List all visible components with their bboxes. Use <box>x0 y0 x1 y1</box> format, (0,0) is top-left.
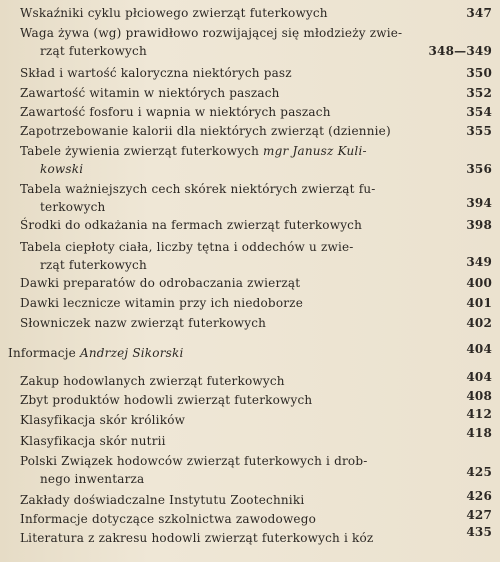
page-number: 352 <box>466 86 492 100</box>
entry-title: Informacje dotyczące szkolnictwa zawodowego <box>20 512 317 526</box>
entry-title: Polski Związek hodowców zwierząt futerkowych i drob- <box>20 454 368 468</box>
page-number: 426 <box>466 489 492 503</box>
entry-title-continued: nego inwentarza <box>40 472 145 486</box>
page-number: 435 <box>466 525 492 539</box>
page-number: 401 <box>466 296 492 310</box>
page-number: 418 <box>466 426 492 440</box>
entry-title: Zakłady doświadczalne Instytutu Zootechniki <box>20 493 305 507</box>
page-number: 408 <box>466 389 492 403</box>
entry-title-continued: terkowych <box>40 200 106 214</box>
entry-title: Waga żywa (wg) prawidłowo rozwijającej się młodzieży zwie- <box>20 26 403 40</box>
entry-title: Dawki lecznicze witamin przy ich niedoborze <box>20 296 304 310</box>
entry-title: Wskaźniki cyklu płciowego zwierząt futerkowych <box>20 6 328 20</box>
page-number: 355 <box>466 124 492 138</box>
entry-title: Klasyfikacja skór królików <box>20 413 186 427</box>
section-title: Informacje <box>8 346 76 360</box>
entry-title: Klasyfikacja skór nutrii <box>20 434 166 448</box>
page-number: 412 <box>466 407 492 421</box>
section-author: Andrzej Sikorski <box>79 346 184 360</box>
entry-title: Tabela ważniejszych cech skórek niektórych zwierząt fu- <box>20 182 376 196</box>
entry-title: Zawartość fosforu i wapnia w niektórych paszach <box>20 105 331 119</box>
entry-title-continued: rząt futerkowych <box>40 44 147 58</box>
entry-title: Słowniczek nazw zwierząt futerkowych <box>20 316 267 330</box>
page-number: 400 <box>466 276 492 290</box>
entry-title: Dawki preparatów do odrobaczania zwierząt <box>20 276 301 290</box>
entry-title: Zbyt produktów hodowli zwierząt futerkowych <box>20 393 313 407</box>
page-number: 348—349 <box>428 44 492 58</box>
entry-title: Literatura z zakresu hodowli zwierząt futerkowych i kóz <box>20 531 374 545</box>
entry-title: Skład i wartość kaloryczna niektórych pasz <box>20 66 292 80</box>
page-number: 349 <box>466 255 492 269</box>
section-heading-line <box>8 344 428 362</box>
entry-title: Zakup hodowlanych zwierząt futerkowych <box>20 374 285 388</box>
entry-title: Tabela ciepłoty ciała, liczby tętna i oddechów u zwie- <box>20 240 354 254</box>
entry-title-continued: rząt futerkowych <box>40 258 147 272</box>
page-number: 427 <box>466 508 492 522</box>
page-number: 425 <box>466 465 492 479</box>
page-number: 347 <box>466 6 492 20</box>
entry-author: mgr Janusz Kuli- <box>263 144 367 158</box>
page-number: 394 <box>466 196 492 210</box>
entry-title: Zapotrzebowanie kalorii dla niektórych zwierząt (dziennie) <box>20 124 391 138</box>
page-number: 402 <box>466 316 492 330</box>
entry-title: Zawartość witamin w niektórych paszach <box>20 86 280 100</box>
page-number: 354 <box>466 105 492 119</box>
page-number: 398 <box>466 218 492 232</box>
page-number: 350 <box>466 66 492 80</box>
entry-author-continued: kowski <box>40 162 84 176</box>
page-number: 356 <box>466 162 492 176</box>
page-number: 404 <box>466 342 492 356</box>
entry-title-line <box>20 142 440 160</box>
page-number: 404 <box>466 370 492 384</box>
entry-title: Środki do odkażania na fermach zwierząt futerkowych <box>20 218 363 232</box>
entry-title: Tabele żywienia zwierząt futerkowych <box>20 144 260 158</box>
